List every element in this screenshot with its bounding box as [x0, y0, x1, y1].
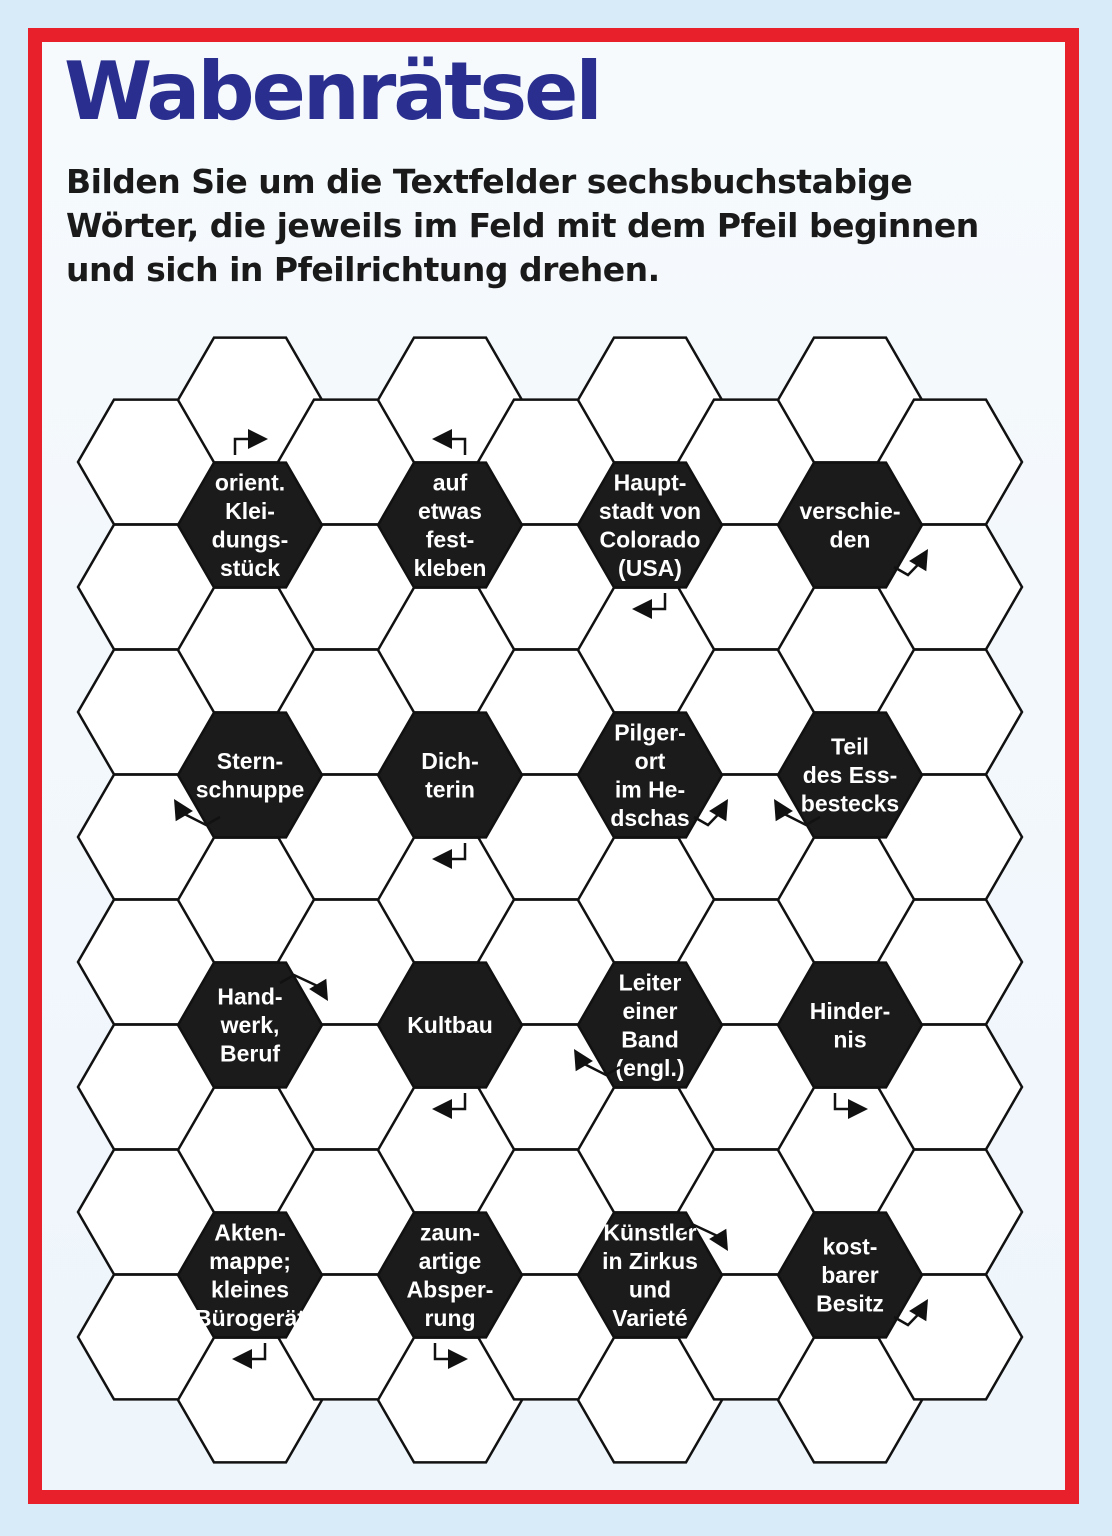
clue-text-line: Hinder- — [809, 997, 891, 1024]
clue-text-line: ort — [634, 747, 666, 774]
clue-text-line: Hand- — [217, 983, 283, 1010]
clue-text-line: den — [829, 526, 871, 553]
clue-text-line: (USA) — [618, 554, 682, 581]
clue-text-line: dschas — [610, 804, 690, 831]
clue-text-line: in Zirkus — [602, 1247, 698, 1274]
clue-text-line: des Ess- — [802, 762, 898, 788]
clue-text-line: mappe; — [209, 1247, 291, 1274]
clue-text-line: barer — [821, 1262, 879, 1288]
puzzle-instructions: Bilden Sie um die Textfelder sechsbuchstabige Wörter, die jeweils im Feld mit dem Pfeil beginnen und sich in Pfeilrichtung drehen. — [66, 162, 979, 289]
clue-text-line: einer — [622, 997, 678, 1024]
clue-text-line: nis — [833, 1026, 867, 1053]
clue-text-line: Varieté — [612, 1304, 688, 1331]
clue-text-line: zaun- — [419, 1219, 481, 1246]
clue-text-line: stadt von — [598, 497, 702, 524]
clue-text-line: (engl.) — [615, 1054, 685, 1081]
clue-text-line: Pilger- — [614, 719, 686, 746]
clue-text-line: fest- — [425, 526, 475, 553]
clue-text-line: artige — [418, 1247, 482, 1274]
clue-text-line: Klei- — [225, 497, 275, 524]
clue-text-line: Akten- — [214, 1219, 286, 1246]
clue-text-line: rung — [424, 1304, 476, 1331]
clue-text-line: werk, — [220, 1012, 280, 1038]
clue-text-line: dungs- — [211, 526, 289, 553]
clue-text-line: Beruf — [219, 1040, 281, 1067]
clue-text-line: Besitz — [816, 1290, 884, 1317]
clue-text-line: Teil — [831, 733, 869, 760]
clue-text-line: Band — [621, 1026, 679, 1053]
clue-text-line: Dich- — [421, 747, 479, 774]
clue-text-line: schnuppe — [195, 776, 305, 803]
clue-text-line: kost- — [822, 1233, 878, 1260]
clue-text-line: Absper- — [406, 1276, 494, 1303]
clue-text-line: Stern- — [216, 747, 284, 774]
clue-text-line: kleines — [211, 1276, 289, 1303]
clue-text-line: Kultbau — [407, 1012, 493, 1038]
clue-text-line: terin — [425, 776, 475, 803]
clue-text-line: kleben — [413, 554, 487, 581]
clue-text-line: bestecks — [800, 790, 900, 817]
clue-text-line: Haupt- — [613, 469, 687, 496]
clue-text-line: auf — [432, 469, 468, 496]
clue-text-line: und — [628, 1276, 672, 1303]
clue-text-line: verschie- — [799, 497, 901, 524]
clue-text-line: Colorado — [599, 526, 701, 553]
puzzle-title: Wabenrätsel — [64, 45, 600, 138]
clue-text-line: stück — [219, 554, 281, 581]
clue-text-line: Bürogerät — [195, 1304, 305, 1331]
clue-text-line: Künstler — [603, 1219, 697, 1246]
clue-text-line: im He- — [614, 776, 686, 803]
clue-text-line: orient. — [214, 469, 286, 496]
clue-text-line: Leiter — [618, 969, 682, 996]
clue-text-line: etwas — [418, 497, 482, 524]
